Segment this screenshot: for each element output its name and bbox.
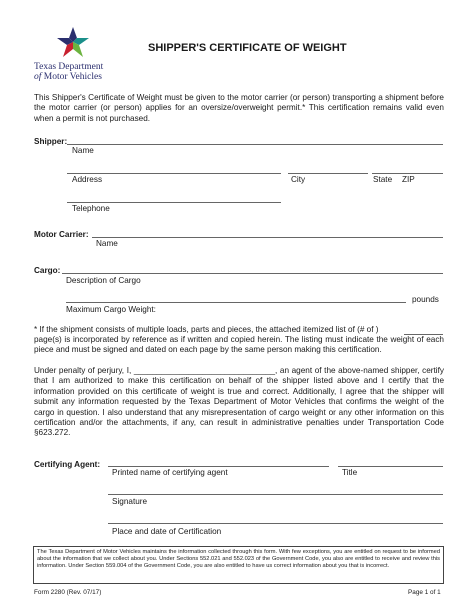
- place-date-field[interactable]: [108, 523, 443, 524]
- motor-carrier-name-field[interactable]: [92, 237, 443, 238]
- page-number: Page 1 of 1: [408, 589, 441, 596]
- motor-carrier-name-label: Name: [96, 239, 118, 248]
- txdmv-logo: [30, 26, 120, 82]
- cargo-max-weight-field[interactable]: [66, 302, 406, 303]
- certifying-agent-heading: Certifying Agent:: [34, 460, 101, 469]
- shipper-state-field[interactable]: [372, 173, 443, 174]
- title-field[interactable]: [338, 466, 443, 467]
- cargo-description-label: Description of Cargo: [66, 276, 141, 285]
- shipper-telephone-field[interactable]: [67, 202, 281, 203]
- footnote-line-1: * If the shipment consists of multiple loads, parts and pieces, the attached itemized list of (# of ): [34, 325, 379, 334]
- printed-name-label: Printed name of certifying agent: [112, 468, 228, 477]
- shipper-address-label: Address: [72, 175, 103, 184]
- perjury-paragraph: Under penalty of perjury, I, _______________________________, an agent of the above-named shipper, certify that I am authorized to make this certification on behalf of the shipper listed above and I certify that the information provided on this certificate of weight is true and correct. Additionally, I agree that the shipper will submit any information requested by the Texas Department of Motor Vehicles that confirms the weight of the cargo in question. I also understand that any misrepresentation of cargo weight or any other information on this certification and/or the attachments, if any, can result in administrative penalties under Transportation Code §623.272.: [34, 366, 444, 438]
- logo-line-1: Texas Department: [34, 62, 104, 72]
- form-id: Form 2280 (Rev. 07/17): [34, 589, 102, 596]
- privacy-notice: The Texas Department of Motor Vehicles maintains the information collected through this form. With few exceptions, you are entitled on request to be informed about the information that we collect about you. Under Sections 552.021 and 552.023 of the Government Code, you also are entitled to receive and review this information. Under Section 559.004 of the Government Code, you are also entitled to have us correct information about you that is incorrect.: [33, 546, 444, 584]
- shipper-address-field[interactable]: [67, 173, 281, 174]
- cargo-max-weight-label: Maximum Cargo Weight:: [66, 305, 156, 314]
- motor-carrier-heading: Motor Carrier:: [34, 230, 89, 239]
- shipper-city-label: City: [291, 175, 306, 184]
- shipper-heading: Shipper:: [34, 137, 68, 146]
- signature-label: Signature: [112, 497, 148, 506]
- page-title: SHIPPER'S CERTIFICATE OF WEIGHT: [148, 42, 347, 54]
- place-date-label: Place and date of Certification: [112, 527, 222, 536]
- shipper-name-field[interactable]: [67, 144, 443, 145]
- printed-name-field[interactable]: [108, 466, 329, 467]
- intro-paragraph: This Shipper's Certificate of Weight must be given to the motor carrier (or person) transporting a shipment before the motor carrier (or person) applies for an oversize/overweight permit.* This certification remains valid even when a permit is not purchased.: [34, 93, 444, 123]
- logo-line-2: of Motor Vehicles: [34, 72, 102, 82]
- footnote-paragraph: page(s) is incorporated by reference as if written and copied herein. The listing must indicate the weight of each piece and must be signed and dated on each page by the same person making this certification.: [34, 335, 444, 355]
- signature-field[interactable]: [108, 494, 443, 495]
- shipper-state-label: State: [373, 175, 393, 184]
- cargo-description-field[interactable]: [62, 273, 443, 274]
- shipper-name-label: Name: [72, 146, 94, 155]
- cargo-pounds-label: pounds: [412, 295, 439, 304]
- title-label: Title: [342, 468, 358, 477]
- shipper-city-field[interactable]: [288, 173, 368, 174]
- cargo-heading: Cargo:: [34, 266, 61, 275]
- shipper-telephone-label: Telephone: [72, 204, 110, 213]
- shipper-zip-label: ZIP: [402, 175, 415, 184]
- star-icon: [56, 26, 90, 60]
